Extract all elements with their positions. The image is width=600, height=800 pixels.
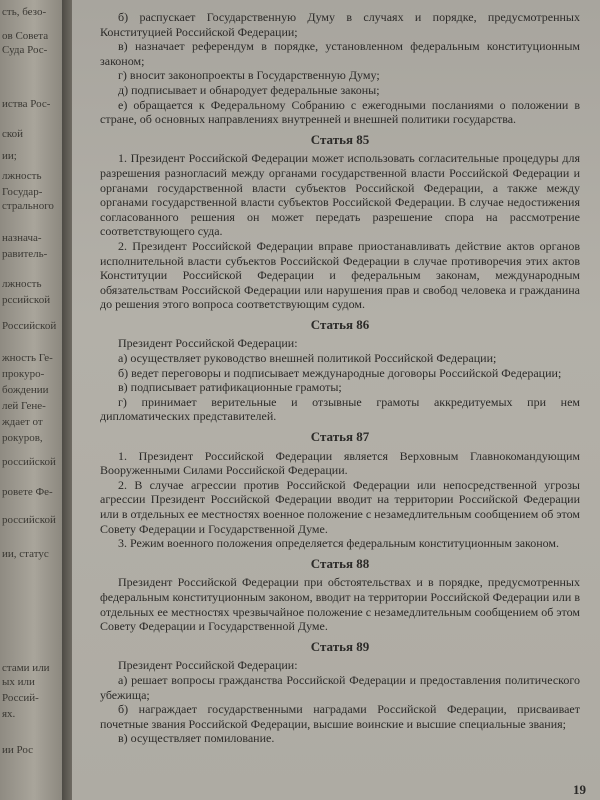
left-fragment: бождении — [2, 384, 49, 396]
left-fragment: равитель- — [2, 248, 48, 260]
left-fragment: ии; — [2, 150, 17, 162]
left-fragment: сть, безо- — [2, 6, 47, 18]
left-fragment: лжность — [2, 278, 42, 290]
left-fragment: российской — [2, 456, 56, 468]
list-item: д) подписывает и обнародует федеральные законы; — [118, 82, 380, 97]
article-paragraph: 1. Президент Российской Федерации может использовать согласительные процедуры для разрешения разногласий между органами государственной власти Российской Федерации и органами государственной власти субъектов Российской Федерации, а также между органами государственной власти субъектов Российской Федерации. В случае недостижения согласованного решения он может передать разрешение спора на рассмотрение соответствующего суда. — [100, 151, 580, 239]
article-paragraph: 1. Президент Российской Федерации является Верховным Главнокомандующим Вооруженными Силами Российской Федерации. — [100, 448, 580, 478]
article-paragraph: 3. Режим военного положения определяется федеральным конституционным законом. — [118, 536, 560, 551]
article-paragraph: в) подписывает ратификационные грамоты; — [118, 380, 342, 395]
article-paragraph: Президент Российской Федерации: — [118, 658, 298, 673]
left-fragment: ов Совета — [2, 30, 49, 42]
page-content — [100, 10, 580, 746]
book-gutter — [62, 0, 72, 800]
left-fragment: рссийской — [2, 294, 51, 306]
left-fragment: Суда Рос- — [2, 44, 48, 56]
article-heading: Статья 86 — [310, 316, 370, 332]
left-fragment: ых или — [2, 676, 35, 688]
list-item: в) назначает референдум в порядке, установленном федеральным конституционным законом; — [100, 39, 580, 68]
article-paragraph: г) принимает верительные и отзывные грамоты аккредитуемых при нем дипломатических представителей. — [100, 394, 580, 424]
article-paragraph: а) решает вопросы гражданства Российской Федерации и предоставления политического убежища; — [100, 672, 580, 702]
article-paragraph: Президент Российской Федерации: — [118, 336, 298, 351]
left-fragment: ской — [2, 128, 24, 140]
left-fragment: иства Рос- — [2, 98, 51, 110]
article-paragraph: б) награждает государственными наградами Российской Федерации, присваивает почетные звания Российской Федерации, высшие воинские и высшие специальные звания; — [100, 702, 580, 731]
list-item: б) распускает Государственную Думу в случаях и порядке, предусмотренных Конституцией Российской Федерации; — [100, 10, 580, 39]
left-fragment: российской — [2, 514, 56, 526]
left-fragment: ии Рос — [2, 744, 34, 756]
left-fragment: жность Ге- — [2, 352, 53, 364]
left-fragment: ии, статус — [2, 548, 49, 560]
left-fragment: рокуров, — [2, 432, 43, 444]
left-fragment: стами или — [2, 662, 50, 674]
left-fragment: лей Гене- — [2, 400, 46, 412]
left-fragment: ждает от — [2, 416, 43, 428]
list-item: е) обращается к Федеральному Собранию с ежегодными посланиями о положении в стране, об основных направлениях внутренней и внешней политики государства. — [100, 97, 580, 127]
left-page — [0, 0, 62, 800]
article-paragraph: 2. В случае агрессии против Российской Федерации или непосредственной угрозы агрессии Президент Российской Федерации вводит на территории Российской Федерации или в отдельных ее местностях военное положение с незамедлительным сообщением об этом Совету Федерации и Государственной Думе. — [100, 477, 580, 536]
article-heading: Статья 87 — [310, 429, 370, 445]
left-fragment: назнача- — [2, 232, 42, 244]
article-paragraph: 2. Президент Российской Федерации вправе приостанавливать действие актов органов исполнительной власти субъектов Российской Федерации в случае противоречия этих актов Конституции Российской Федерации и федеральным законам, международным обязательствам Российской Федерации или нарушения прав и свобод человека и гражданина до решения этого вопроса соответствующим судом. — [100, 238, 580, 312]
article-paragraph: б) ведет переговоры и подписывает международные договоры Российской Федерации; — [118, 365, 562, 380]
left-fragment: Россий- — [2, 692, 39, 704]
article-paragraph: а) осуществляет руководство внешней политикой Российской Федерации; — [118, 351, 497, 366]
left-fragment: ровете Фе- — [2, 486, 53, 498]
left-fragment: Российской — [2, 320, 57, 332]
article-paragraph: Президент Российской Федерации при обстоятельствах и в порядке, предусмотренных федеральным конституционным законом, вводит на территории Российской Федерации или в отдельных ее местностях чрезвычайное положение с незамедлительным сообщением об этом Совету Федерации и Государственной Думе. — [100, 575, 580, 634]
left-fragment: лжность — [2, 170, 42, 182]
list-item: г) вносит законопроекты в Государственную Думу; — [118, 68, 380, 83]
right-page — [72, 0, 600, 800]
article-heading: Статья 89 — [310, 638, 370, 654]
article-heading: Статья 85 — [310, 131, 370, 147]
page-number: 19 — [573, 782, 586, 797]
article-heading: Статья 88 — [310, 555, 370, 571]
article-paragraph: в) осуществляет помилование. — [118, 731, 275, 746]
left-fragment: ях. — [2, 708, 16, 720]
left-fragment: стрального — [2, 200, 54, 212]
left-fragment: Государ- — [2, 186, 43, 198]
left-fragment: прокуро- — [2, 368, 45, 380]
